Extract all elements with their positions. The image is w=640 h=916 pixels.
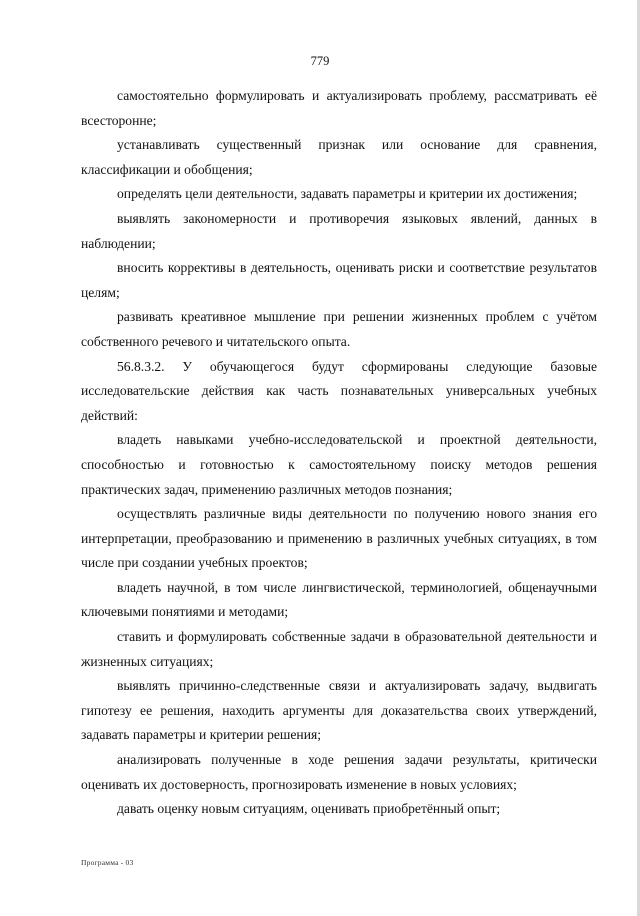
paragraph: определять цели деятельности, задавать параметры и критерии их достижения; bbox=[117, 186, 578, 202]
paragraph: развивать креативное мышление при решении жизненных проблем с учётом собственного речевого и читательского опыта. bbox=[81, 309, 597, 349]
page-footer: Программа - 03 bbox=[81, 858, 134, 867]
paragraph: ставить и формулировать собственные задачи в образовательной деятельности и жизненных ситуациях; bbox=[81, 629, 597, 669]
paragraph: давать оценку новым ситуациям, оценивать приобретённый опыт; bbox=[117, 801, 501, 817]
paragraph: анализировать полученные в ходе решения задачи результаты, критически оценивать их достоверность, прогнозировать изменение в новых условиях; bbox=[81, 752, 597, 792]
paragraph: выявлять причинно-следственные связи и актуализировать задачу, выдвигать гипотезу ее решения, находить аргументы для доказательства своих утверждений, задавать параметры и критерии решения; bbox=[81, 678, 597, 743]
document-body bbox=[81, 84, 597, 822]
paragraph: вносить коррективы в деятельность, оценивать риски и соответствие результатов целям; bbox=[81, 260, 597, 300]
page-number: 779 bbox=[310, 54, 330, 68]
section-paragraph: 56.8.3.2. У обучающегося будут сформированы следующие базовые исследовательские действия как часть познавательных универсальных учебных действий: bbox=[81, 358, 597, 423]
paragraph: самостоятельно формулировать и актуализировать проблему, рассматривать её всесторонне; bbox=[81, 88, 597, 128]
paragraph: осуществлять различные виды деятельности по получению нового знания его интерпретации, преобразованию и применению в различных учебных ситуациях, в том числе при создании учебных проектов; bbox=[81, 506, 597, 571]
paragraph: выявлять закономерности и противоречия языковых явлений, данных в наблюдении; bbox=[81, 210, 597, 251]
paragraph: владеть научной, в том числе лингвистической, терминологией, общенаучными ключевыми понятиями и методами; bbox=[81, 579, 597, 620]
paragraph: владеть навыками учебно-исследовательской и проектной деятельности, способностью и готовностью к самостоятельному поиску методов решения практических задач, применению различных методов познания; bbox=[81, 432, 597, 497]
paragraph: устанавливать существенный признак или основание для сравнения, классификации и обобщения; bbox=[81, 137, 597, 177]
